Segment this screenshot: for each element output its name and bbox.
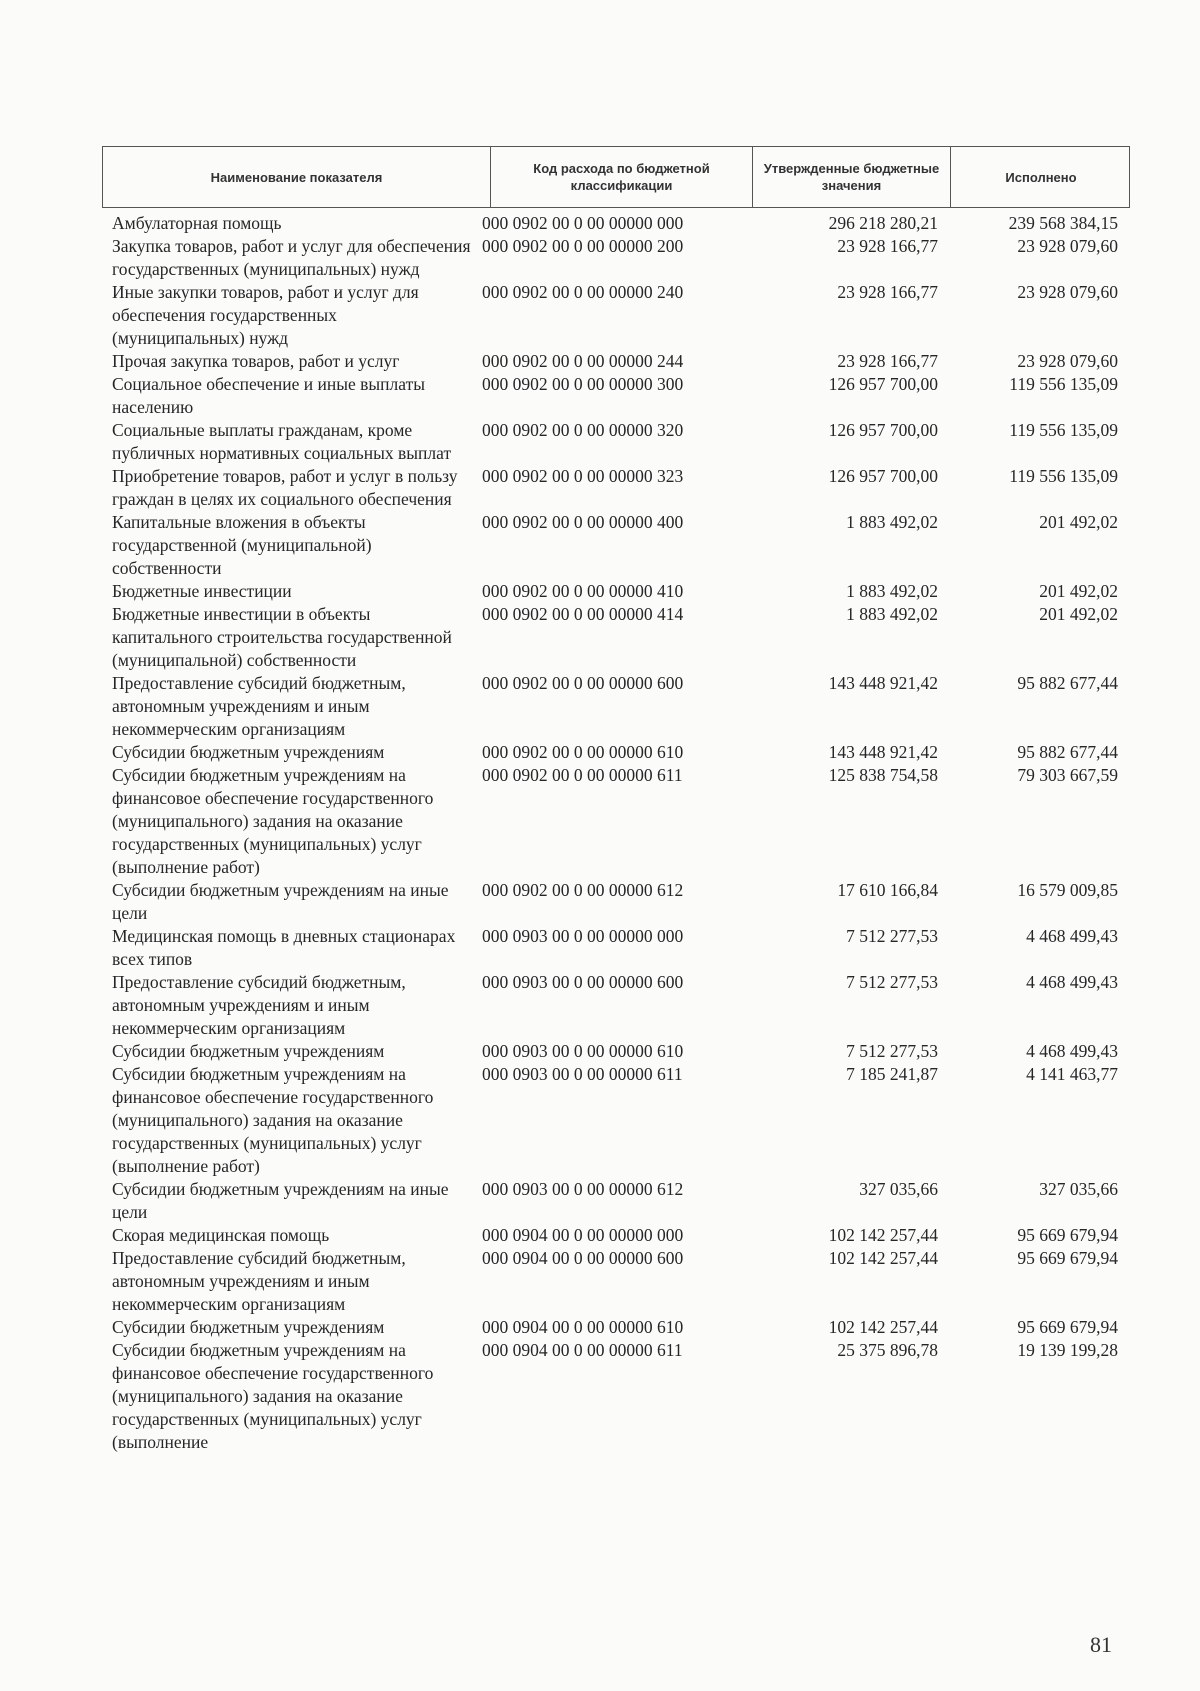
table-row: [112, 1316, 1132, 1339]
row-name: Скорая медицинская помощь: [112, 1225, 330, 1245]
table-row: [112, 971, 1132, 1040]
row-code: 000 0902 00 0 00 00000 244: [482, 351, 684, 371]
table-row: [112, 603, 1132, 672]
row-name: Субсидии бюджетным учреждениям: [112, 1041, 385, 1061]
table-row: [112, 672, 1132, 741]
row-approved: 7 185 241,87: [846, 1064, 938, 1084]
row-executed: 19 139 199,28: [1017, 1340, 1118, 1360]
table-row: [112, 212, 1132, 235]
table-row: [112, 281, 1132, 350]
row-executed: 95 669 679,94: [1017, 1225, 1118, 1245]
page-number: 81: [1090, 1632, 1112, 1657]
table-row: [112, 350, 1132, 373]
table-row: [112, 1178, 1132, 1224]
table-row: [112, 741, 1132, 764]
row-name: Иные закупки товаров, работ и услуг для обеспечения государственных (муниципальных) нужд: [112, 282, 419, 348]
row-approved: 102 142 257,44: [828, 1248, 938, 1268]
row-name: Предоставление субсидий бюджетным, автономным учреждениям и иным некоммерческим организациям: [112, 673, 406, 739]
row-name: Субсидии бюджетным учреждениям: [112, 1317, 385, 1337]
row-code: 000 0903 00 0 00 00000 611: [482, 1064, 683, 1084]
row-approved: 143 448 921,42: [828, 742, 938, 762]
row-approved: 7 512 277,53: [846, 972, 938, 992]
row-name: Социальное обеспечение и иные выплаты населению: [112, 374, 426, 417]
table-row: [112, 1063, 1132, 1178]
row-code: 000 0903 00 0 00 00000 000: [482, 926, 684, 946]
row-executed: 119 556 135,09: [1009, 466, 1118, 486]
row-name: Капитальные вложения в объекты государственной (муниципальной) собственности: [112, 512, 372, 578]
row-code: 000 0902 00 0 00 00000 611: [482, 765, 683, 785]
row-name: Закупка товаров, работ и услуг для обеспечения государственных (муниципальных) нужд: [112, 236, 471, 279]
table-row: [112, 1040, 1132, 1063]
row-code: 000 0902 00 0 00 00000 610: [482, 742, 684, 762]
row-executed: 327 035,66: [1039, 1179, 1118, 1199]
row-name: Медицинская помощь в дневных стационарах всех типов: [112, 926, 456, 969]
row-approved: 102 142 257,44: [828, 1317, 938, 1337]
row-approved: 125 838 754,58: [828, 765, 938, 785]
row-executed: 95 669 679,94: [1017, 1317, 1118, 1337]
row-name: Прочая закупка товаров, работ и услуг: [112, 351, 400, 371]
row-code: 000 0902 00 0 00 00000 320: [482, 420, 684, 440]
row-approved: 23 928 166,77: [837, 282, 938, 302]
header-code: Код расхода по бюджетной классификации: [491, 147, 753, 207]
table-row: [112, 1247, 1132, 1316]
row-executed: 4 468 499,43: [1026, 926, 1118, 946]
table-row: [112, 1339, 1132, 1454]
row-executed: 16 579 009,85: [1017, 880, 1118, 900]
row-approved: 23 928 166,77: [837, 236, 938, 256]
row-name: Субсидии бюджетным учреждениям на иные цели: [112, 1179, 449, 1222]
row-code: 000 0902 00 0 00 00000 410: [482, 581, 684, 601]
row-name: Приобретение товаров, работ и услуг в пользу граждан в целях их социального обеспечения: [112, 466, 458, 509]
row-code: 000 0902 00 0 00 00000 414: [482, 604, 684, 624]
row-code: 000 0902 00 0 00 00000 400: [482, 512, 684, 532]
row-executed: 4 468 499,43: [1026, 1041, 1118, 1061]
row-approved: 102 142 257,44: [828, 1225, 938, 1245]
row-approved: 17 610 166,84: [837, 880, 938, 900]
row-code: 000 0903 00 0 00 00000 612: [482, 1179, 684, 1199]
table-row: [112, 235, 1132, 281]
row-executed: 23 928 079,60: [1017, 351, 1118, 371]
header-executed: Исполнено: [1005, 169, 1077, 185]
row-code: 000 0903 00 0 00 00000 600: [482, 972, 684, 992]
row-approved: 1 883 492,02: [846, 512, 938, 532]
row-name: Амбулаторная помощь: [112, 213, 282, 233]
row-executed: 23 928 079,60: [1017, 236, 1118, 256]
row-executed: 119 556 135,09: [1009, 374, 1118, 394]
table-row: [112, 879, 1132, 925]
row-code: 000 0902 00 0 00 00000 240: [482, 282, 684, 302]
row-approved: 126 957 700,00: [828, 420, 938, 440]
row-name: Субсидии бюджетным учреждениям на финансовое обеспечение государственного (муниципального) задания на оказание государственных (муниципальных) услуг (выполнение работ): [112, 765, 434, 877]
row-executed: 95 669 679,94: [1017, 1248, 1118, 1268]
row-name: Субсидии бюджетным учреждениям на финансовое обеспечение государственного (муниципального) задания на оказание государственных (муниципальных) услуг (выполнение: [112, 1340, 434, 1452]
row-name: Субсидии бюджетным учреждениям: [112, 742, 385, 762]
table-row: [112, 764, 1132, 879]
row-code: 000 0904 00 0 00 00000 000: [482, 1225, 684, 1245]
row-approved: 1 883 492,02: [846, 581, 938, 601]
row-name: Социальные выплаты гражданам, кроме публичных нормативных социальных выплат: [112, 420, 452, 463]
row-executed: 79 303 667,59: [1017, 765, 1118, 785]
row-executed: 119 556 135,09: [1009, 420, 1118, 440]
row-name: Предоставление субсидий бюджетным, автономным учреждениям и иным некоммерческим организациям: [112, 1248, 406, 1314]
row-executed: 239 568 384,15: [1008, 213, 1118, 233]
row-executed: 201 492,02: [1039, 581, 1118, 601]
row-executed: 201 492,02: [1039, 604, 1118, 624]
table-row: [112, 1224, 1132, 1247]
row-approved: 327 035,66: [859, 1179, 938, 1199]
row-approved: 1 883 492,02: [846, 604, 938, 624]
row-executed: 4 468 499,43: [1026, 972, 1118, 992]
table-row: [112, 373, 1132, 419]
row-code: 000 0904 00 0 00 00000 610: [482, 1317, 684, 1337]
row-code: 000 0902 00 0 00 00000 323: [482, 466, 684, 486]
row-executed: 23 928 079,60: [1017, 282, 1118, 302]
row-code: 000 0904 00 0 00 00000 611: [482, 1340, 683, 1360]
row-name: Субсидии бюджетным учреждениям на финансовое обеспечение государственного (муниципального) задания на оказание государственных (муниципальных) услуг (выполнение работ): [112, 1064, 434, 1176]
row-approved: 7 512 277,53: [846, 1041, 938, 1061]
row-code: 000 0904 00 0 00 00000 600: [482, 1248, 684, 1268]
row-approved: 143 448 921,42: [828, 673, 938, 693]
table-row: [112, 511, 1132, 580]
row-name: Бюджетные инвестиции в объекты капитального строительства государственной (муниципальной) собственности: [112, 604, 452, 670]
table-row: [112, 419, 1132, 465]
row-approved: 296 218 280,21: [828, 213, 938, 233]
row-approved: 126 957 700,00: [828, 374, 938, 394]
table-row: [112, 580, 1132, 603]
table-header: [102, 146, 1130, 208]
table-body: [112, 212, 1132, 1454]
row-code: 000 0902 00 0 00 00000 300: [482, 374, 684, 394]
row-approved: 25 375 896,78: [837, 1340, 938, 1360]
row-name: Предоставление субсидий бюджетным, автономным учреждениям и иным некоммерческим организациям: [112, 972, 406, 1038]
table-row: [112, 465, 1132, 511]
row-executed: 95 882 677,44: [1017, 742, 1118, 762]
row-name: Бюджетные инвестиции: [112, 581, 292, 601]
table-row: [112, 925, 1132, 971]
row-executed: 95 882 677,44: [1017, 673, 1118, 693]
row-approved: 126 957 700,00: [828, 466, 938, 486]
row-code: 000 0903 00 0 00 00000 610: [482, 1041, 684, 1061]
row-name: Субсидии бюджетным учреждениям на иные цели: [112, 880, 449, 923]
row-code: 000 0902 00 0 00 00000 612: [482, 880, 684, 900]
row-executed: 4 141 463,77: [1026, 1064, 1118, 1084]
row-code: 000 0902 00 0 00 00000 000: [482, 213, 684, 233]
header-approved: Утвержденные бюджетные значения: [753, 147, 951, 207]
row-approved: 7 512 277,53: [846, 926, 938, 946]
header-name: Наименование показателя: [103, 147, 491, 207]
row-executed: 201 492,02: [1039, 512, 1118, 532]
row-code: 000 0902 00 0 00 00000 600: [482, 673, 684, 693]
row-code: 000 0902 00 0 00 00000 200: [482, 236, 684, 256]
row-approved: 23 928 166,77: [837, 351, 938, 371]
